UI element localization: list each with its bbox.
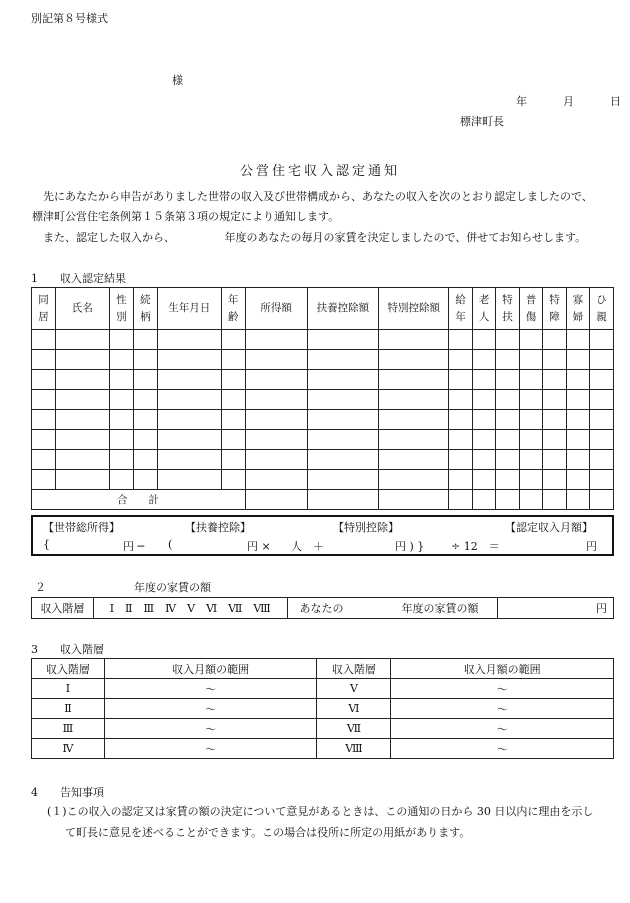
rent-table [31, 597, 614, 619]
issuer: 標津町長 [460, 115, 504, 128]
range-left: ～ [104, 719, 317, 739]
table-cell[interactable] [32, 330, 56, 350]
table-cell[interactable] [379, 350, 449, 370]
table-cell[interactable] [157, 450, 221, 470]
total-cell[interactable] [520, 490, 543, 510]
table-row [32, 330, 614, 350]
tier-row [32, 719, 614, 739]
income-col-header: 年 齢 [221, 288, 245, 330]
table-cell[interactable] [55, 330, 109, 350]
table-cell[interactable] [473, 330, 496, 350]
table-cell[interactable] [379, 370, 449, 390]
label-monthly-income: 【認定収入月額】 [505, 521, 593, 534]
table-cell[interactable] [55, 470, 109, 490]
table-cell[interactable] [245, 430, 307, 450]
table-cell[interactable] [379, 430, 449, 450]
table-cell[interactable] [109, 390, 133, 410]
tier-row [32, 739, 614, 759]
table-cell[interactable] [221, 430, 245, 450]
table-cell[interactable] [379, 450, 449, 470]
table-cell[interactable] [379, 390, 449, 410]
table-cell[interactable] [473, 450, 496, 470]
table-cell[interactable] [566, 330, 589, 350]
total-row [32, 490, 614, 510]
table-cell[interactable] [55, 350, 109, 370]
table-cell[interactable] [307, 390, 379, 410]
table-cell[interactable] [496, 410, 520, 430]
formula-yen-times: 円 × [247, 540, 271, 553]
income-col-header: 性 別 [109, 288, 133, 330]
table-cell[interactable] [109, 470, 133, 490]
intro-line-1: 先にあなたから申告がありました世帯の収入及び世帯構成から、あなたの収入を次のとおり認定しましたので、 [43, 190, 593, 203]
table-cell[interactable] [542, 330, 566, 350]
table-row [32, 370, 614, 390]
range-right: ～ [391, 679, 614, 699]
table-cell[interactable] [520, 390, 543, 410]
section2-heading: ２ 年度の家賃の額 [35, 581, 211, 594]
table-cell[interactable] [307, 410, 379, 430]
income-col-header: 所得額 [245, 288, 307, 330]
table-cell[interactable] [496, 350, 520, 370]
table-cell[interactable] [496, 330, 520, 350]
table-cell[interactable] [566, 350, 589, 370]
income-col-header: 寡 婦 [566, 288, 589, 330]
table-cell[interactable] [109, 430, 133, 450]
document-title: 公営住宅収入認定通知 [240, 164, 401, 179]
table-cell[interactable] [32, 350, 56, 370]
table-cell[interactable] [542, 410, 566, 430]
label-special-deduction: 【特別控除】 [333, 521, 399, 534]
range-left: ～ [104, 739, 317, 759]
income-col-header: ひ 親 [589, 288, 613, 330]
table-cell[interactable] [245, 450, 307, 470]
table-cell[interactable] [589, 430, 613, 450]
table-cell[interactable] [133, 350, 157, 370]
total-cell[interactable] [245, 490, 307, 510]
income-col-header: 生年月日 [157, 288, 221, 330]
tier-row [32, 699, 614, 719]
table-cell[interactable] [520, 330, 543, 350]
tier-left: Ⅱ [32, 699, 105, 719]
table-cell[interactable] [473, 410, 496, 430]
total-cell[interactable] [449, 490, 473, 510]
addressee-suffix: 様 [172, 74, 183, 87]
table-cell[interactable] [109, 350, 133, 370]
table-cell[interactable] [589, 370, 613, 390]
table-row [32, 350, 614, 370]
table-cell[interactable] [520, 430, 543, 450]
table-cell[interactable] [449, 390, 473, 410]
total-cell[interactable] [589, 490, 613, 510]
tier-col-header-left: 収入階層 [32, 659, 105, 679]
formula-yen-end: 円 [586, 540, 597, 553]
table-cell[interactable] [542, 390, 566, 410]
table-cell[interactable] [496, 370, 520, 390]
table-cell[interactable] [520, 410, 543, 430]
table-cell[interactable] [245, 350, 307, 370]
income-col-header: 特別控除額 [379, 288, 449, 330]
table-cell[interactable] [589, 330, 613, 350]
rent-amount-label: 年度の家賃の額 [401, 602, 479, 615]
intro-line-2: 標津町公営住宅条例第１５条第３項の規定により通知します。 [32, 210, 340, 223]
table-cell[interactable] [473, 370, 496, 390]
table-cell[interactable] [109, 370, 133, 390]
income-col-header: 続 柄 [133, 288, 157, 330]
table-cell[interactable] [157, 430, 221, 450]
table-cell[interactable] [221, 370, 245, 390]
table-cell[interactable] [221, 330, 245, 350]
table-cell[interactable] [221, 390, 245, 410]
total-label: 合 計 [32, 490, 246, 510]
table-cell[interactable] [566, 450, 589, 470]
table-cell[interactable] [496, 390, 520, 410]
table-row [32, 410, 614, 430]
total-cell[interactable] [542, 490, 566, 510]
table-cell[interactable] [520, 350, 543, 370]
table-cell[interactable] [449, 350, 473, 370]
table-cell[interactable] [133, 330, 157, 350]
table-cell[interactable] [55, 370, 109, 390]
table-cell[interactable] [55, 410, 109, 430]
table-cell[interactable] [133, 450, 157, 470]
formula-yen-close: 円 ) } [395, 540, 425, 553]
table-cell[interactable] [379, 410, 449, 430]
income-col-header: 老 人 [473, 288, 496, 330]
table-cell[interactable] [449, 330, 473, 350]
form-number: 別記第８号様式 [31, 12, 108, 25]
table-cell[interactable] [55, 390, 109, 410]
tier-left: Ⅳ [32, 739, 105, 759]
table-cell[interactable] [520, 450, 543, 470]
table-cell[interactable] [307, 330, 379, 350]
section4-heading: 4 告知事項 [31, 786, 104, 799]
table-cell[interactable] [496, 470, 520, 490]
table-cell[interactable] [307, 370, 379, 390]
table-cell[interactable] [245, 390, 307, 410]
table-cell[interactable] [520, 470, 543, 490]
table-cell[interactable] [109, 330, 133, 350]
label-dependent-deduction: 【扶養控除】 [185, 521, 251, 534]
table-cell[interactable] [133, 430, 157, 450]
table-row [32, 450, 614, 470]
range-col-header-right: 収入月額の範囲 [391, 659, 614, 679]
table-cell[interactable] [307, 430, 379, 450]
table-cell[interactable] [307, 470, 379, 490]
range-left: ～ [104, 679, 317, 699]
table-cell[interactable] [307, 350, 379, 370]
tier-row [32, 679, 614, 699]
table-cell[interactable] [133, 470, 157, 490]
income-table [31, 287, 614, 510]
table-cell[interactable] [32, 450, 56, 470]
table-cell[interactable] [221, 470, 245, 490]
tier-right: Ⅶ [317, 719, 391, 739]
table-cell[interactable] [542, 350, 566, 370]
table-cell[interactable] [32, 430, 56, 450]
table-cell[interactable] [473, 470, 496, 490]
table-cell[interactable] [32, 370, 56, 390]
income-col-header: 同 居 [32, 288, 56, 330]
section3-heading: 3 収入階層 [31, 643, 104, 656]
table-cell[interactable] [566, 430, 589, 450]
table-cell[interactable] [589, 390, 613, 410]
table-cell[interactable] [245, 330, 307, 350]
table-cell[interactable] [566, 410, 589, 430]
table-cell[interactable] [245, 370, 307, 390]
table-cell[interactable] [157, 330, 221, 350]
tier-left: Ⅲ [32, 719, 105, 739]
notice-item-1-line-1: (１)この収入の認定又は家賃の額の決定について意見があるときは、この通知の日から 30 日以内に理由を示し [47, 805, 594, 818]
income-col-header: 氏名 [55, 288, 109, 330]
table-cell[interactable] [133, 410, 157, 430]
table-cell[interactable] [449, 410, 473, 430]
table-cell[interactable] [221, 350, 245, 370]
table-cell[interactable] [32, 390, 56, 410]
table-cell[interactable] [449, 450, 473, 470]
tier-right: Ⅵ [317, 699, 391, 719]
table-cell[interactable] [589, 350, 613, 370]
total-cell[interactable] [379, 490, 449, 510]
table-cell[interactable] [520, 370, 543, 390]
formula-divide: ÷ 12 ＝ [451, 540, 500, 553]
formula-yen-minus: 円 ─ [123, 540, 145, 553]
rent-yen: 円 [498, 598, 614, 619]
date-year: 年 [516, 95, 527, 108]
tier-table [31, 658, 614, 759]
range-right: ～ [391, 719, 614, 739]
income-formula-box [31, 515, 614, 556]
notice-item-1-line-2: て町長に意見を述べることができます。この場合は役所に所定の用紙があります。 [65, 826, 471, 839]
table-cell[interactable] [589, 450, 613, 470]
income-col-header: 扶養控除額 [307, 288, 379, 330]
total-cell[interactable] [566, 490, 589, 510]
income-col-header: 給 年 [449, 288, 473, 330]
table-cell[interactable] [473, 430, 496, 450]
table-cell[interactable] [496, 430, 520, 450]
table-cell[interactable] [542, 430, 566, 450]
table-cell[interactable] [449, 470, 473, 490]
table-cell[interactable] [157, 470, 221, 490]
table-cell[interactable] [109, 410, 133, 430]
table-cell[interactable] [245, 470, 307, 490]
income-table-header [32, 288, 614, 330]
table-cell[interactable] [542, 450, 566, 470]
table-cell[interactable] [566, 390, 589, 410]
income-col-header: 特 障 [542, 288, 566, 330]
table-cell[interactable] [32, 470, 56, 490]
table-cell[interactable] [496, 450, 520, 470]
table-cell[interactable] [221, 410, 245, 430]
table-cell[interactable] [379, 330, 449, 350]
range-right: ～ [391, 699, 614, 719]
table-cell[interactable] [133, 390, 157, 410]
table-cell[interactable] [449, 430, 473, 450]
formula-persons-plus: 人 ＋ [291, 540, 324, 553]
table-cell[interactable] [157, 410, 221, 430]
table-cell[interactable] [589, 410, 613, 430]
table-row [32, 390, 614, 410]
table-cell[interactable] [157, 390, 221, 410]
formula-open-brace: { [43, 538, 50, 551]
table-cell[interactable] [566, 470, 589, 490]
table-cell[interactable] [542, 470, 566, 490]
table-cell[interactable] [245, 410, 307, 430]
date-month: 月 [563, 95, 574, 108]
table-cell[interactable] [221, 450, 245, 470]
table-cell[interactable] [55, 450, 109, 470]
tier-right: Ⅴ [317, 679, 391, 699]
table-cell[interactable] [566, 370, 589, 390]
rent-tier-options: Ⅰ Ⅱ Ⅲ Ⅳ Ⅴ Ⅵ Ⅶ Ⅷ [93, 598, 287, 619]
table-row [32, 470, 614, 490]
total-cell[interactable] [496, 490, 520, 510]
tier-left: Ⅰ [32, 679, 105, 699]
intro-line-3: また、認定した収入から、 年度のあなたの毎月の家賃を決定しましたので、併せてお知らせします。 [43, 231, 587, 244]
range-left: ～ [104, 699, 317, 719]
income-col-header: 普 傷 [520, 288, 543, 330]
range-col-header-left: 収入月額の範囲 [104, 659, 317, 679]
income-col-header: 特 扶 [496, 288, 520, 330]
rent-your-prefix: あなたの [299, 602, 344, 615]
label-total-income: 【世帯総所得】 [43, 521, 120, 534]
table-cell[interactable] [473, 390, 496, 410]
table-cell[interactable] [379, 470, 449, 490]
table-cell[interactable] [473, 350, 496, 370]
table-cell[interactable] [32, 410, 56, 430]
table-cell[interactable] [109, 450, 133, 470]
formula-open-paren: ( [168, 538, 173, 551]
table-cell[interactable] [542, 370, 566, 390]
tier-col-header-right: 収入階層 [317, 659, 391, 679]
table-cell[interactable] [133, 370, 157, 390]
table-cell[interactable] [589, 470, 613, 490]
table-cell[interactable] [157, 350, 221, 370]
table-cell[interactable] [449, 370, 473, 390]
table-cell[interactable] [157, 370, 221, 390]
range-right: ～ [391, 739, 614, 759]
table-cell[interactable] [307, 450, 379, 470]
tier-right: Ⅷ [317, 739, 391, 759]
total-cell[interactable] [307, 490, 379, 510]
total-cell[interactable] [473, 490, 496, 510]
date-day: 日 [610, 95, 621, 108]
table-cell[interactable] [55, 430, 109, 450]
rent-tier-label: 収入階層 [32, 598, 94, 619]
section1-heading: 1 収入認定結果 [31, 272, 126, 285]
rent-your-label [287, 598, 498, 619]
table-row [32, 430, 614, 450]
